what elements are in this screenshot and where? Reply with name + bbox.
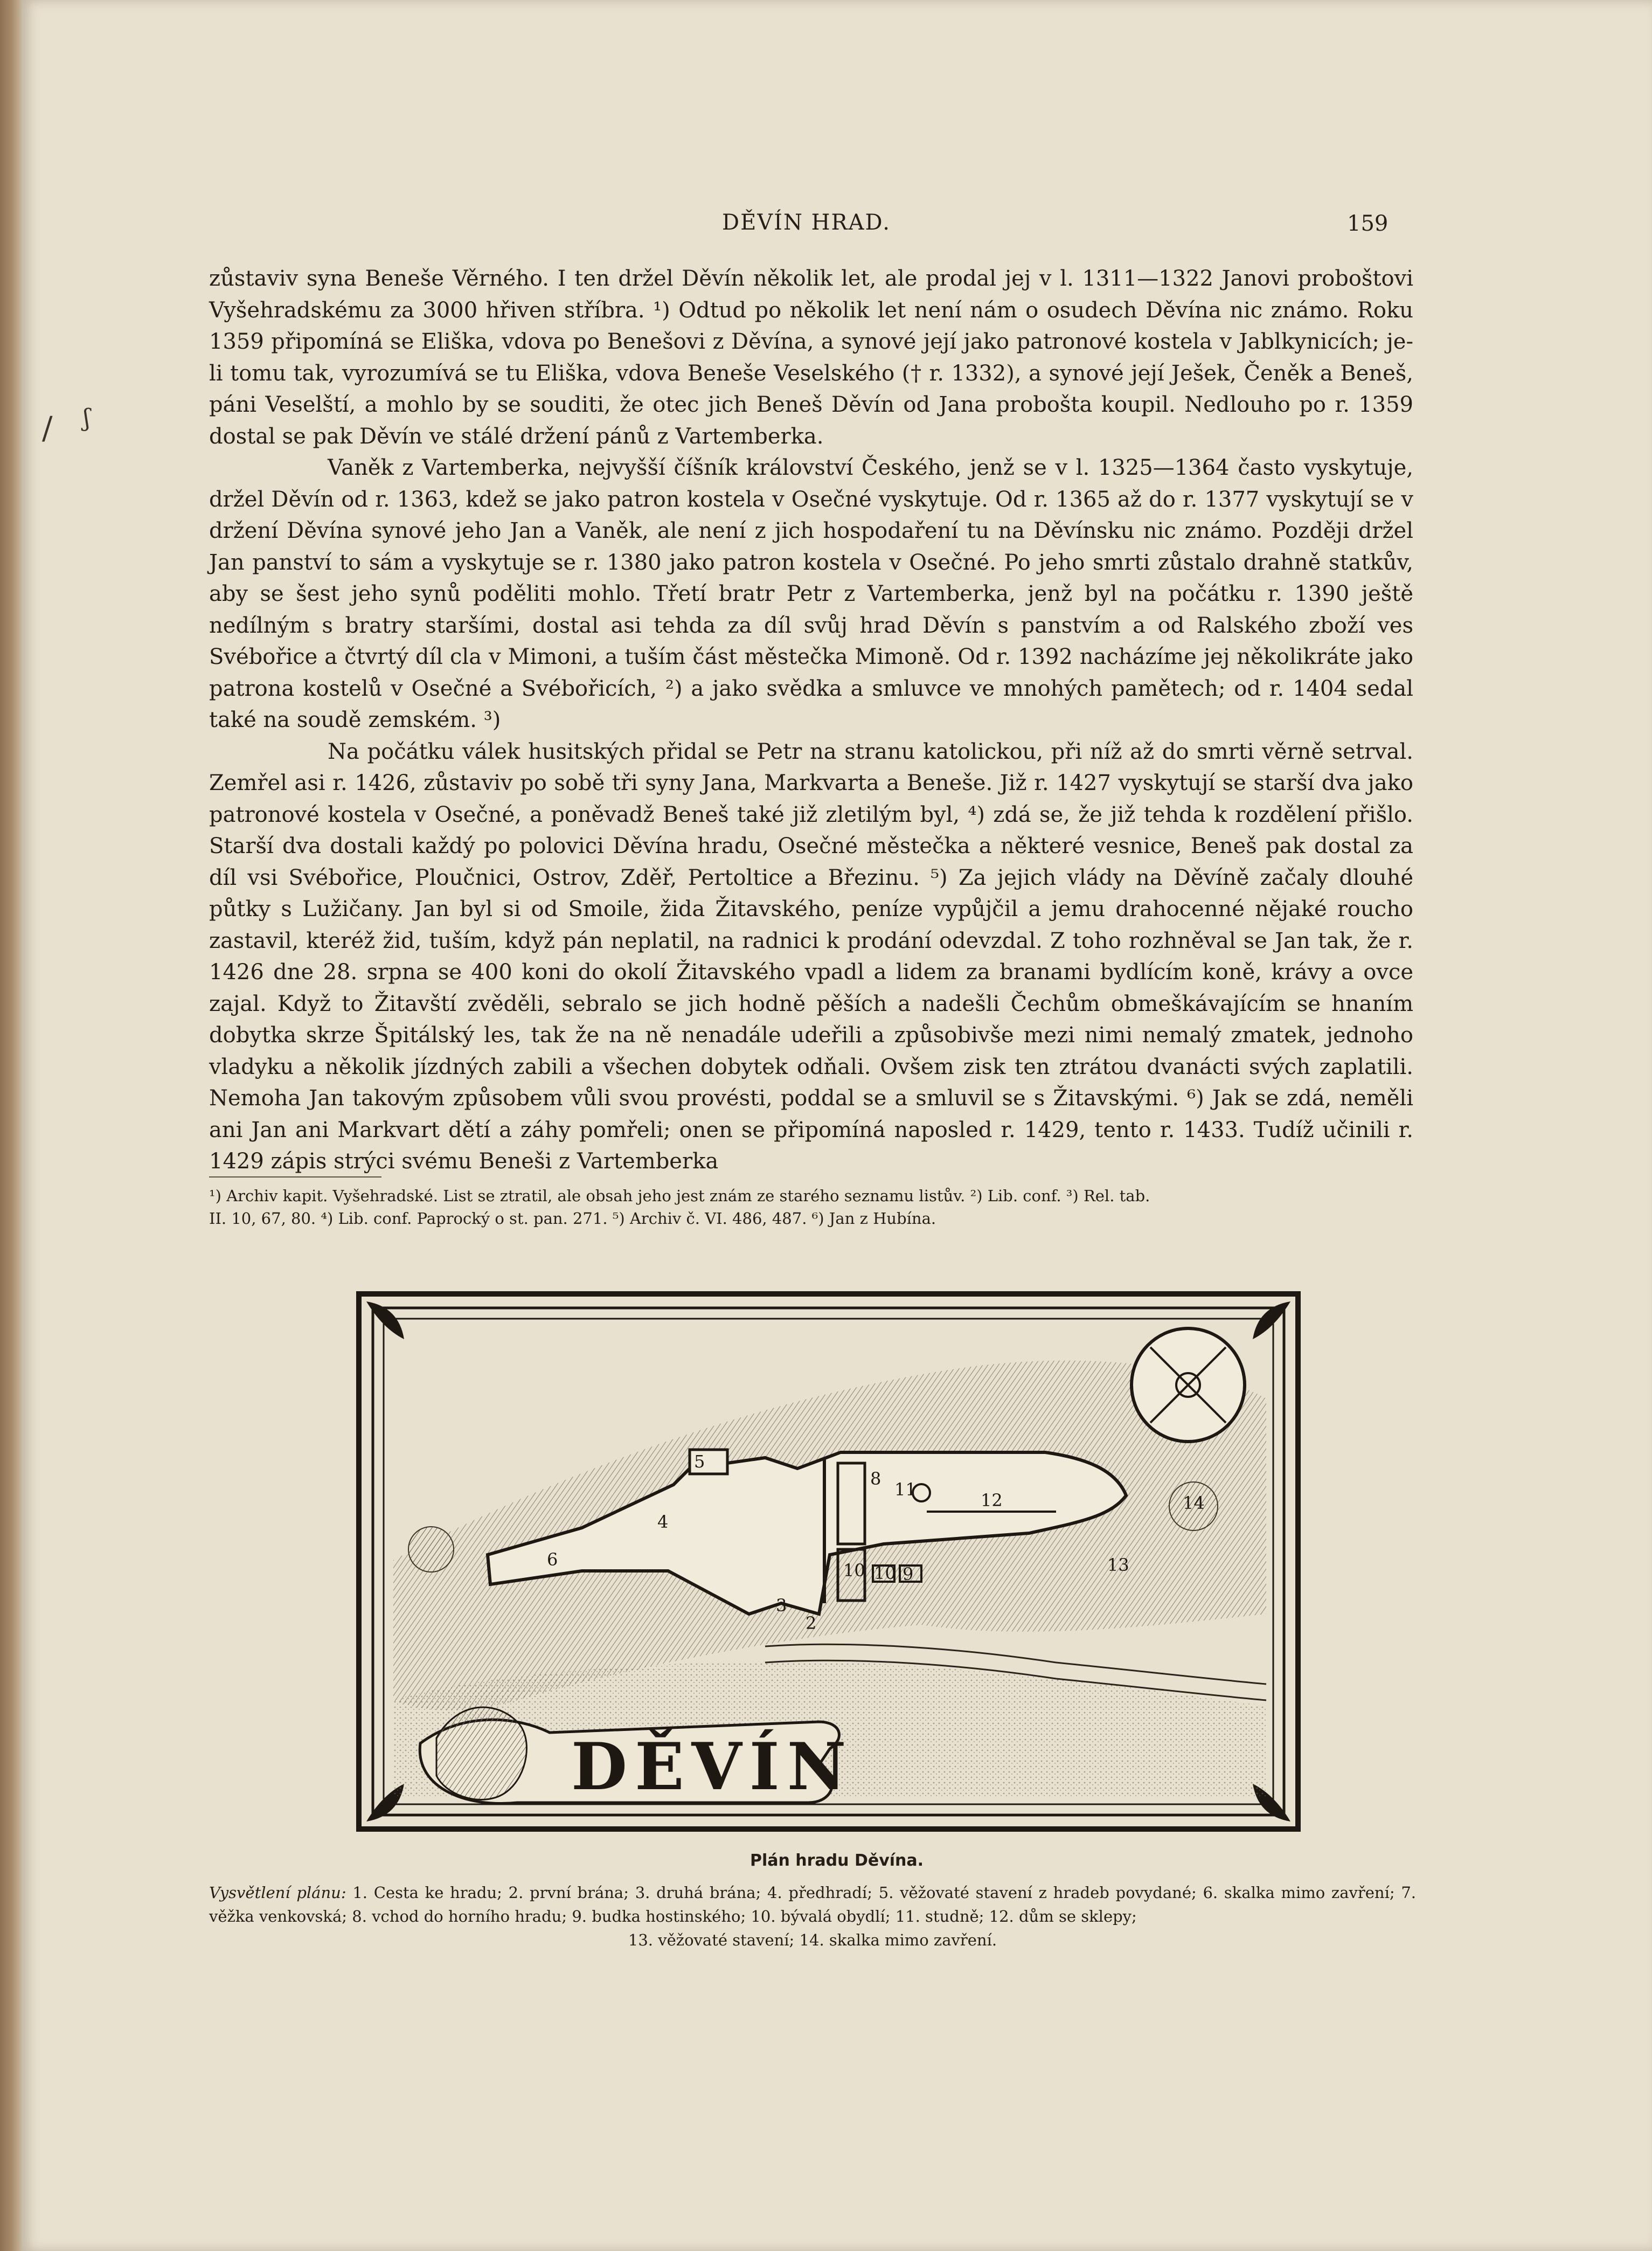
paragraph-1: zůstaviv syna Beneše Věrného. I ten držel Děvín několik let, ale prodal jej v l. 1311—1322 Janovi proboštovi Vyšehradskému za 3000 hřiven stříbra. ¹) Odtud po několik let není nám o osudech Děvína nic známo. Roku 1359 připomíná se Eliška, vdova po Benešovi z Děvína, a synové její jako patronové kostela v Jablkynicích; je-li tomu tak, vyrozumívá se tu Eliška, vdova Beneše Veselského († r. 1332), a synové její Ješek, Čeněk a Beneš, páni Veselští, a mohlo by se souditi, že otec jich Beneš Děvín od Jana probošta koupil. Nedlouho po r. 1359 dostal se pak Děvín ve stálé držení pánů z Vartemberka. (209, 266, 1413, 449)
page-header (22, 205, 1652, 243)
plan-number: 6 (547, 1549, 558, 1570)
paragraph-2: Vaněk z Vartemberka, nejvyšší číšník království Českého, jenž se v l. 1325—1364 často vyskytuje, držel Děvín od r. 1363, kdež se jako patron kostela v Osečné vyskytuje. Od r. 1365 až do r. 1377 vyskytují se v držení Děvína synové jeho Jan a Vaněk, ale není z jich hospodaření tu na Děvínsku nic známo. Později držel Jan panství to sám a vyskytuje se r. 1380 jako patron kostela v Osečné. Po jeho smrti zůstalo drahně statkův, aby se šest jeho synů poděliti mohlo. Třetí bratr Petr z Vartemberka, jenž byl na počátku r. 1390 ještě nedílným s bratry staršími, dostal asi tehda za díl svůj hrad Děvín s panstvím a od Ralského zboží ves Svébořice a čtvrtý díl cla v Mimoni, a tuším část městečka Mimoně. Od r. 1392 nacházíme jej několikráte jako patrona kostelů v Osečné a Svébořicích, ²) a jako svědka a smluvce ve mnohých pamětech; od r. 1404 sedal také na soudě zemském. ³) (209, 455, 1413, 732)
plan-number: 14 (1183, 1493, 1205, 1513)
plan-number: 11 (894, 1479, 917, 1500)
plan-number: 12 (981, 1490, 1003, 1511)
castle-plan-figure (356, 1291, 1301, 1832)
footnote-rule (209, 1176, 381, 1178)
plan-number: 10 (843, 1560, 865, 1581)
plan-number: 5 (694, 1451, 705, 1472)
figure-caption: Plán hradu Děvína. (749, 1851, 924, 1870)
margin-pencil-mark: ʃ (84, 404, 90, 432)
castle-plan-illustration (356, 1291, 1301, 1832)
margin-pencil-mark: / (42, 410, 53, 446)
body-text (209, 263, 1413, 1178)
footnotes (209, 1185, 1413, 1230)
plan-number: 2 (806, 1613, 817, 1633)
plan-number: 4 (657, 1512, 669, 1532)
plan-title-lettering: DĚVÍN (571, 1729, 854, 1805)
legend-label: Vysvětlení plánu: (209, 1883, 346, 1902)
legend-text: 1. Cesta ke hradu; 2. první brána; 3. druhá brána; 4. předhradí; 5. věžovaté stavení z hradeb povydané; 6. skalka mimo zavření; 7. věžka venkovská; 8. vchod do horního hradu; 9. budka hostinského; 10. bývalá obydlí; 11. studně; 12. dům se sklepy; (209, 1883, 1417, 1926)
paragraph-3: Na počátku válek husitských přidal se Petr na stranu katolickou, při níž až do smrti věrně setrval. Zemřel asi r. 1426, zůstaviv po sobě tři syny Jana, Markvarta a Beneše. Již r. 1427 vyskytují se starší dva jako patronové kostela v Osečné, a poněvadž Beneš také již zletilým byl, ⁴) zdá se, že již tehda k rozdělení přišlo. Starší dva dostali každý po polovici Děvína hradu, Osečné městečka a některé vesnice, Beneš pak dostal za díl vsi Svébořice, Ploučnici, Ostrov, Zděř, Pertoltice a Březinu. ⁵) Za jejich vlády na Děvíně začaly dlouhé půtky s Lužičany. Jan byl si od Smoile, žida Žitavského, peníze vypůjčil a jemu drahocenné nějaké roucho zastavil, kteréž žid, tuším, když pán neplatil, na radnici k prodání odevzdal. Z toho rozhněval se Jan tak, že r. 1426 dne 28. srpna se 400 koni do okolí Žitavského vpadl a lidem za branami bydlícím koně, krávy a ovce zajal. Když to Žitavští zvěděli, sebralo se jich hodně pěších a nadešli Čechům obmeškávajícím se hnaním dobytka skrze Špitálský les, tak že na ně nenadále udeřili a způsobivše mezi nimi nemalý zmatek, jednoho vladyku a několik jízdných zabili a všechen dobytek odňali. Ovšem zisk ten ztrátou dvanácti svých zaplatili. Nemoha Jan takovým způsobem vůli svou provésti, poddal se a smluvil se s Žitavskými. ⁶) Jak se zdá, neměli ani Jan ani Markvart dětí a záhy pomřeli; onen se připomíná naposled r. 1429, tento r. 1433. Tudíž učinili r. 1429 zápis strýci svému Beneši z Vartemberka (209, 739, 1413, 1174)
plan-number: 13 (1107, 1555, 1129, 1575)
footnote-line: ¹) Archiv kapit. Vyšehradské. List se ztratil, ale obsah jeho jest znám ze starého seznamu listův. ²) Lib. conf. ³) Rel. tab. (209, 1187, 1150, 1205)
plan-number: 3 (776, 1595, 787, 1616)
footnote-line: II. 10, 67, 80. ⁴) Lib. conf. Paprocký o st. pan. 271. ⁵) Archiv č. VI. 486, 487. ⁶) Jan z Hubína. (209, 1209, 936, 1228)
page-number: 159 (1347, 211, 1389, 236)
plan-number: 8 (870, 1469, 881, 1489)
plan-number: 10 (874, 1563, 896, 1583)
figure-legend (209, 1881, 1416, 1952)
running-title: DĚVÍN HRAD. (722, 210, 891, 235)
plan-number: 9 (903, 1564, 914, 1584)
rock-outcrop (408, 1527, 454, 1572)
page (22, 0, 1652, 2251)
legend-last-line: 13. věžovaté stavení; 14. skalka mimo zavření. (628, 1931, 997, 1949)
book-binding (0, 0, 22, 2251)
heraldic-ornament (436, 1707, 526, 1799)
